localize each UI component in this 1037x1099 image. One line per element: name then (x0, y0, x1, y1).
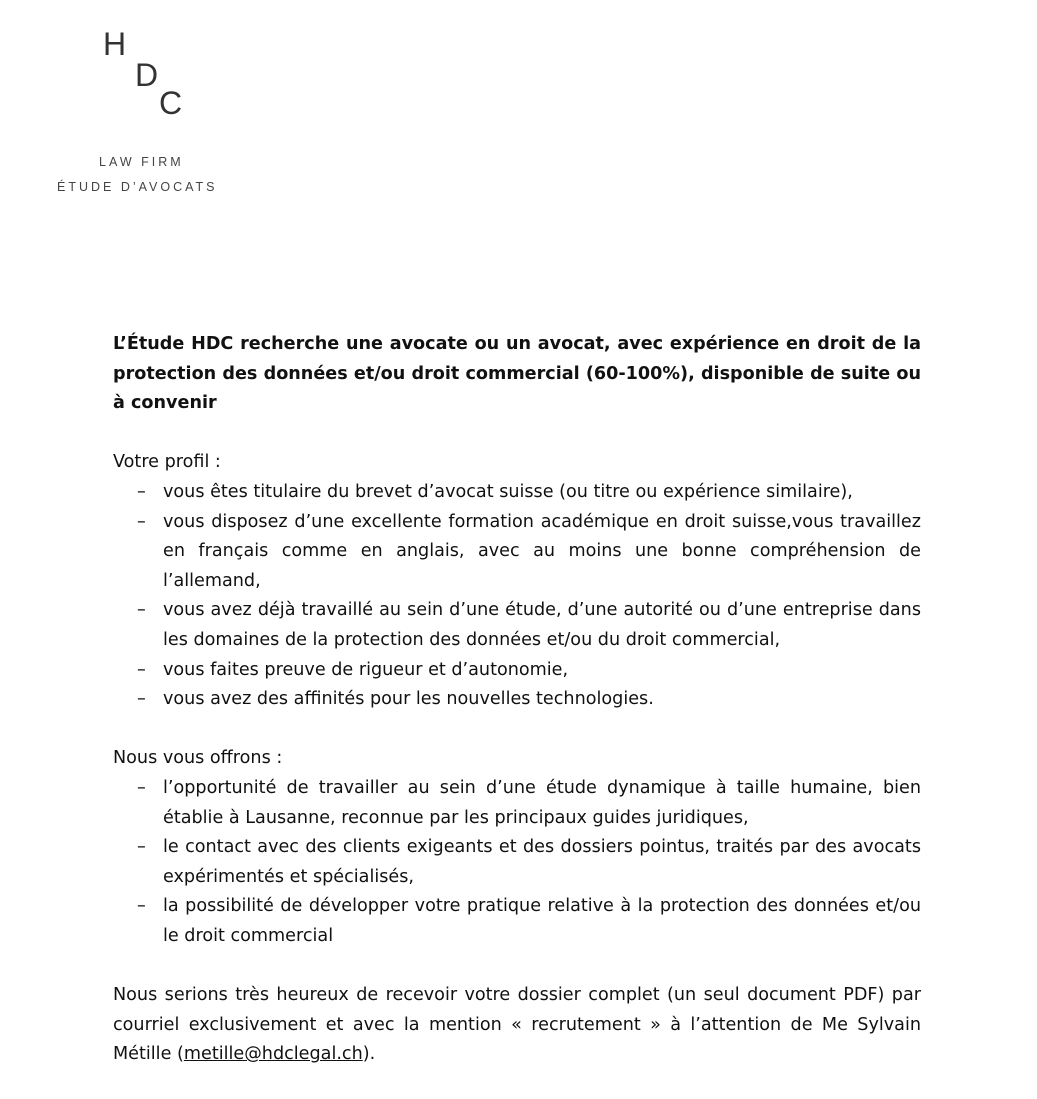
logo-letter-h: H (103, 26, 127, 62)
logo-letter-d: D (135, 57, 159, 93)
list-item (113, 685, 921, 715)
list-item-text: vous avez des affinités pour les nouvelles technologies. (163, 689, 654, 710)
closing-text: Nous serions très heureux de recevoir votre dossier complet (un seul document PDF) par courriel exclusivement et avec la mention « recrutement » à l’attention de Me Sylvain Métille ( (113, 985, 921, 1065)
logo-tagline-etude: ÉTUDE D’AVOCATS (57, 180, 218, 194)
list-item-text: vous avez déjà travaillé au sein d’une étude, d’une autorité ou d’une entreprise dans les domaines de la protection des données et/ou du droit commercial, (163, 600, 921, 650)
dash-bullet: – (137, 896, 146, 917)
dash-bullet: – (137, 777, 146, 798)
list-item (113, 833, 921, 892)
list-item (113, 774, 921, 833)
firm-logo (55, 25, 245, 205)
list-item (113, 508, 921, 597)
list-item (113, 656, 921, 686)
offer-list (113, 774, 921, 952)
list-item (113, 478, 921, 508)
dash-bullet: – (137, 600, 146, 621)
dash-bullet: – (137, 689, 146, 710)
job-headline: L’Étude HDC recherche une avocate ou un avocat, avec expérience en droit de la protection des données et/ou droit commercial (60-100%), disponible de suite ou à convenir (113, 334, 921, 414)
logo-tagline-law-firm: LAW FIRM (99, 155, 184, 169)
list-item-text: vous disposez d’une excellente formation académique en droit suisse,vous travaillez en français comme en anglais, avec au moins une bonne compréhension de l’allemand, (163, 511, 921, 591)
list-item-text: l’opportunité de travailler au sein d’une étude dynamique à taille humaine, bien établie à Lausanne, reconnue par les principaux guides juridiques, (163, 777, 921, 828)
list-item-text: vous êtes titulaire du brevet d’avocat suisse (ou titre ou expérience similaire), (163, 481, 853, 502)
list-item (113, 596, 921, 655)
list-item-text: la possibilité de développer votre pratique relative à la protection des données et/ou le droit commercial (163, 896, 921, 946)
dash-bullet: – (137, 481, 146, 502)
contact-email-link[interactable]: metille@hdclegal.ch (183, 1044, 363, 1065)
logo-letter-c: C (159, 85, 183, 121)
closing-text-end: ). (362, 1044, 376, 1065)
dash-bullet: – (137, 837, 146, 858)
closing-paragraph (113, 981, 921, 1070)
offer-section-title: Nous vous offrons : (113, 748, 283, 769)
dash-bullet: – (137, 511, 146, 532)
list-item-text: vous faites preuve de rigueur et d’autonomie, (163, 659, 569, 680)
list-item (113, 892, 921, 951)
profile-section-title: Votre profil : (113, 452, 221, 473)
profile-list (113, 478, 921, 715)
job-posting (113, 330, 921, 1070)
list-item-text: le contact avec des clients exigeants et des dossiers pointus, traités par des avocats expérimentés et spécialisés, (163, 837, 921, 887)
dash-bullet: – (137, 659, 146, 680)
